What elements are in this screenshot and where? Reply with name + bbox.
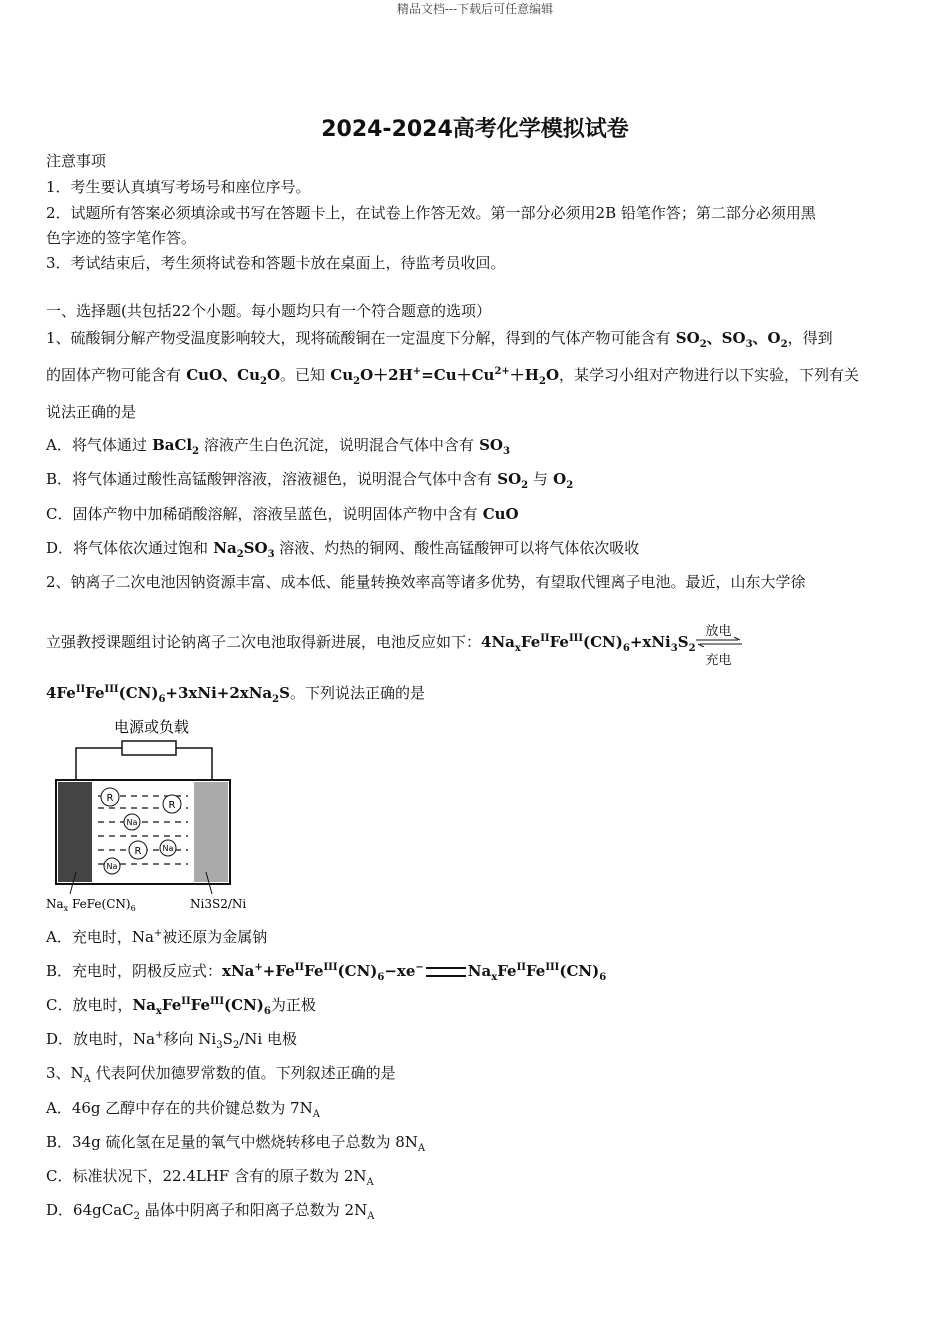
- ion-r: R: [168, 800, 176, 811]
- right-electrode: [194, 782, 228, 882]
- load-label: 电源或负载: [114, 718, 190, 736]
- q2-option-c: C．放电时，$Na_xFe^{II}Fe^{III}(CN)_6$为正极: [46, 996, 316, 1017]
- q1-option-a: A．将气体通过 BaCl$_2$ 溶液产生白色沉淀，说明混合气体中含有 $SO_3$: [46, 436, 510, 457]
- reversible-arrow: 放电 充电: [696, 628, 742, 658]
- header-note: 精品文档---下载后可任意编辑: [396, 2, 554, 16]
- q1-stem-line3: 说法正确的是: [46, 403, 137, 421]
- ion-r: R: [134, 846, 142, 857]
- q3-stem: 3、$N_A$ 代表阿伏加德罗常数的值。下列叙述正确的是: [46, 1064, 396, 1085]
- load-resistor: [122, 741, 176, 755]
- q2-option-a: A．充电时，Na+被还原为金属钠: [46, 928, 268, 946]
- ion-r: R: [106, 793, 114, 804]
- ion-na: Na: [162, 844, 174, 853]
- notice-item: 2．试题所有答案必须填涂或书写在答题卡上，在试卷上作答无效。第一部分必须用2B 铅笔作答；第二部分必须用黑: [46, 204, 816, 222]
- section-heading: 一、选择题(共包括22个小题。每小题均只有一个符合题意的选项）: [46, 302, 491, 320]
- left-electrode: [58, 782, 92, 882]
- notice-heading: 注意事项: [46, 152, 107, 170]
- q1-stem-line1: 1、硫酸铜分解产物受温度影响较大，现将硫酸铜在一定温度下分解，得到的气体产物可能含有 $SO_2$、$SO_3$、$O_2$，得到: [46, 329, 833, 350]
- q1-stem-line2: 的固体产物可能含有 CuO、$Cu_2O$。已知 $Cu_2O+2H^+=Cu+Cu^{2+}+H_2O$，某学习小组对产物进行以下实验，下列有关: [46, 366, 860, 387]
- left-electrode-label: $Na_x$ $FeFe(CN)_6$: [46, 897, 136, 912]
- q3-option-b: B．34g 硫化氢在足量的氧气中燃烧转移电子总数为 $8N_A$: [46, 1133, 426, 1154]
- q3-option-c: C．标准状况下，22.4LHF 含有的原子数为 $2N_A$: [46, 1167, 374, 1188]
- q1-option-b: B．将气体通过酸性高锰酸钾溶液，溶液褪色，说明混合气体中含有 $SO_2$ 与 $O_2$: [46, 470, 574, 491]
- equals-sign: [426, 967, 466, 977]
- notice-item: 色字迹的签字笔作答。: [46, 229, 197, 247]
- right-electrode-label: Ni3S2/Ni: [190, 897, 246, 911]
- q2-option-d: D．放电时，Na+移向 $Ni_3S_2/Ni$ 电极: [46, 1030, 297, 1051]
- q2-stem-line1: 2、钠离子二次电池因钠资源丰富、成本低、能量转换效率高等诸多优势，有望取代锂离子电池。最近，山东大学徐: [46, 573, 806, 591]
- notice-item: 3．考试结束后，考生须将试卷和答题卡放在桌面上，待监考员收回。: [46, 254, 506, 272]
- q1-option-c: C．固体产物中加稀硝酸溶解，溶液呈蓝色，说明固体产物中含有 CuO: [46, 505, 519, 523]
- q3-option-a: A．46g 乙醇中存在的共价键总数为 $7N_A$: [46, 1099, 320, 1120]
- ion-na: Na: [126, 818, 138, 827]
- page-title: 2024-2024高考化学模拟试卷: [321, 117, 629, 142]
- battery-diagram: [46, 712, 246, 916]
- q3-option-d: D．64gCaC$_2$ 晶体中阴离子和阳离子总数为 $2N_A$: [46, 1201, 375, 1222]
- notice-item: 1．考生要认真填写考场号和座位序号。: [46, 178, 311, 196]
- q2-stem-line2: 立强教授课题组讨论钠离子二次电池取得新进展，电池反应如下：$4Na_xFe^{II}Fe^{III}(CN)_6+xNi_3S_2$ 放电 充电: [46, 628, 910, 658]
- q2-option-b: B．充电时，阴极反应式：$xNa^++Fe^{II}Fe^{III}(CN)_6-xe^-$ $Na_xFe^{II}Fe^{III}(CN)_6$: [46, 962, 607, 983]
- q2-stem-line3: $4Fe^{II}Fe^{III}(CN)_6+3xNi+2xNa_2S$。下列说法正确的是: [46, 684, 425, 705]
- ion-na: Na: [106, 862, 118, 871]
- q1-option-d: D．将气体依次通过饱和 $Na_2SO_3$ 溶液、灼热的铜网、酸性高锰酸钾可以将气体依次吸收: [46, 539, 640, 560]
